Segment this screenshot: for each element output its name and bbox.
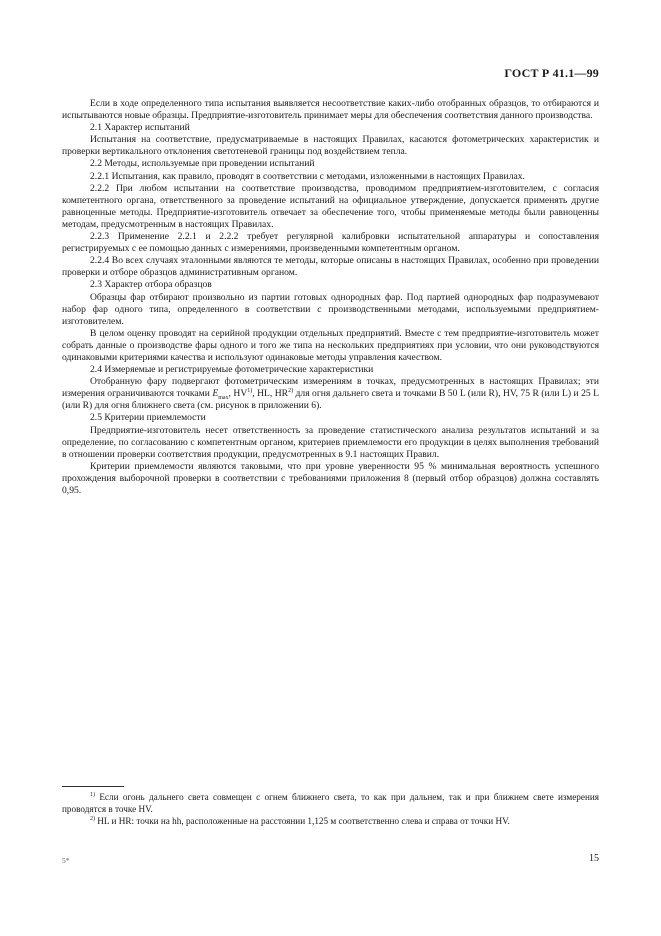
main-text [62, 98, 599, 497]
footnote-2 [62, 816, 599, 828]
footnote-mark-1: 1) [90, 791, 95, 798]
footnote-ref-1: 1) [247, 388, 253, 395]
footnote-mark-2: 2) [90, 815, 95, 822]
section-heading-2-4: 2.4 Измеряемые и регистрируемые фотометрические характеристики [90, 364, 374, 376]
footnote-1 [62, 792, 599, 816]
footnote-text-2: HL и HR: точки на hh, расположенные на расстоянии 1,125 м соответственно слева и справа от точки HV. [95, 815, 510, 826]
footnotes [62, 792, 599, 827]
emax-symbol: E [212, 388, 219, 400]
paragraph: Если в ходе определенного типа испытания выявляется несоответствие каких-либо отобранных образцов, то отбираются и испытываются новые образцы. Предприятие-изготовитель принимает меры для обеспечения соответствия данного производства. [62, 98, 599, 122]
paragraph: Испытания на соответствие, предусматриваемые в настоящих Правилах, касаются фотометрических характеристик и проверки вертикального отклонения светотеневой границы под воздействием тепла. [62, 134, 599, 158]
paragraph-measurement-points [62, 376, 599, 412]
emax-subscript: max [218, 395, 229, 402]
paragraph-2-2-2: 2.2.2 При любом испытании на соответствие производства, проводимом предприятием-изготовителем, с согласия компетентного органа, ответственного за проведение испытаний на официальное утверждение, допускается применять другие равноценные методы. Предприятие-изготовитель отвечает за обеспечение того, чтобы применяемые методы были равноценны методам, предусмотренным в настоящих Правилах. [62, 182, 599, 230]
footnote-divider [62, 786, 124, 787]
paragraph-2-2-4: 2.2.4 Во всех случаях эталонными являются те методы, которые описаны в настоящих Правилах, особенно при проведении проверки и отборе образцов административным органом. [62, 255, 599, 279]
paragraph-2-2-1: 2.2.1 Испытания, как правило, проводят в соответствии с методами, изложенными в настоящих Правилах. [90, 170, 525, 182]
paragraph-2-2-3: 2.2.3 Применение 2.2.1 и 2.2.2 требует регулярной калибровки испытательной аппаратуры и сопоставления регистрируемых с ее помощью данных с измерениями, произведенными компетентным органом. [62, 231, 599, 255]
document-id: ГОСТ Р 41.1—99 [504, 66, 599, 80]
paragraph: В целом оценку проводят на серийной продукции отдельных предприятий. Вместе с тем предприятие-изготовитель может собрать данные о производстве фары одного и того же типа на нескольких предприятиях при условии, что они руководствуются одинаковыми критериями качества и используют одинаковые методы управления качеством. [62, 327, 599, 363]
paragraph: Критерии приемлемости являются таковыми, что при уровне уверенности 95 % минимальная вероятность успешного прохождения выборочной проверки в соответствии с требованиями приложения 8 (первый отбор образцов) должна составлять 0,95. [62, 460, 599, 496]
sheet-mark: 5* [62, 856, 70, 865]
paragraph: Образцы фар отбирают произвольно из партии готовых однородных фар. Под партией однородных фар подразумевают набор фар одного типа, определенного в соответствии с производственными методами, используемыми предприятием-изготовителем. [62, 291, 599, 327]
text-run: , HL, HR [252, 388, 289, 400]
section-heading-2-5: 2.5 Критерии приемлемости [90, 412, 206, 424]
section-heading-2-2: 2.2 Методы, используемые при проведении испытаний [90, 158, 315, 170]
footnote-ref-2: 2) [288, 388, 294, 395]
paragraph: Предприятие-изготовитель несет ответственность за проведение статистического анализа результатов испытаний и за определение, по согласованию с компетентным органом, критериев приемлемости его продукции в целях выполнения требований в отношении проверки соответствия продукции, предусмотренных в 9.1 настоящих Правил. [62, 424, 599, 460]
page-number: 15 [589, 853, 599, 864]
text-run: Отобранную фару подвергают фотометрическим измерениям в точках, предусмотренных в настоящих Правилах; эти измерения ограничиваются точками [62, 376, 599, 400]
section-heading-2-3: 2.3 Характер отбора образцов [90, 279, 212, 291]
text-run: , HV [228, 388, 248, 400]
text-run: для огня дальнего света и точками B 50 L (или R), HV, 75 R (или L) и 25 L (или R) для огня ближнего света (см. рисунок в приложении 6). [62, 388, 599, 412]
footnote-text-1: Если огонь дальнего света совмещен с огнем ближнего света, то как при дальнем, так и при ближнем свете измерения проводятся в точке HV. [62, 792, 599, 814]
section-heading-2-1: 2.1 Характер испытаний [90, 122, 190, 134]
